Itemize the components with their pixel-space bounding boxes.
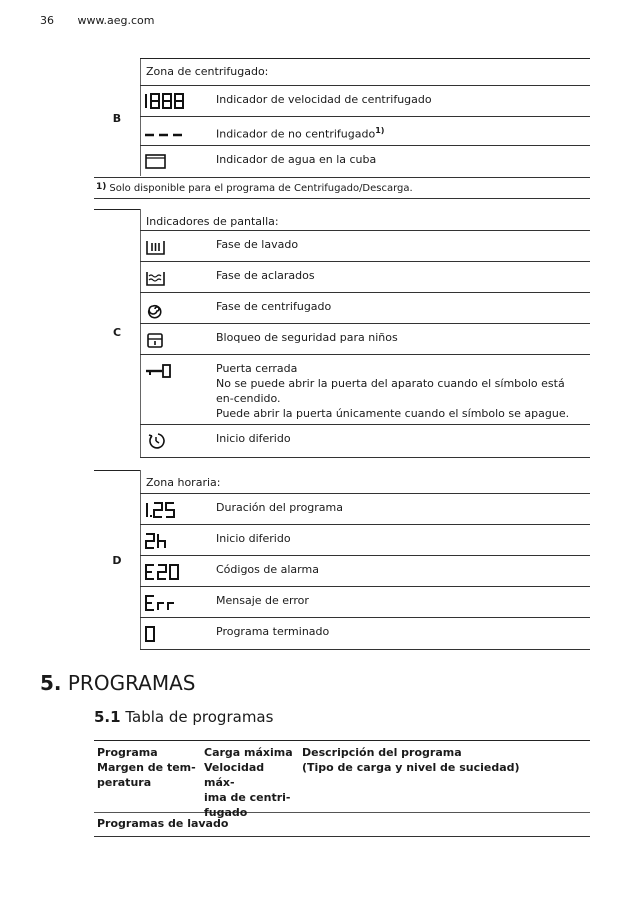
indicator-row xyxy=(140,324,590,355)
zone-title-row xyxy=(140,58,590,86)
header-line: ima de centri- xyxy=(204,791,291,804)
program-table xyxy=(94,740,590,837)
indicator-row xyxy=(140,86,590,117)
e20-display-icon xyxy=(144,562,204,580)
indicator-text: Indicador de agua en la cuba xyxy=(216,153,377,166)
indicator-text: Indicador de velocidad de centrifugado xyxy=(216,93,432,106)
section-letter-d: D xyxy=(112,554,122,567)
time-text: Códigos de alarma xyxy=(216,563,319,576)
website-link[interactable]: www.aeg.com xyxy=(77,14,155,27)
time-text: Duración del programa xyxy=(216,501,344,514)
footnote-ref: 1) xyxy=(375,126,385,135)
time-row xyxy=(140,525,590,556)
indicator-row xyxy=(140,231,590,262)
subsection-title: Tabla de programas xyxy=(125,708,274,726)
time-row xyxy=(140,618,590,650)
time-row xyxy=(140,556,590,587)
indicator-row xyxy=(140,293,590,324)
zone-title-row xyxy=(140,470,590,494)
footnote-text: Solo disponible para el programa de Centrifugado/Descarga. xyxy=(109,183,413,194)
header-line: Programa xyxy=(97,746,158,759)
header-col-load xyxy=(204,745,294,820)
indicator-text xyxy=(216,361,584,421)
indicator-line: Puerta cerrada xyxy=(216,362,298,375)
section-letter-b: B xyxy=(112,112,122,125)
subsection-heading xyxy=(94,708,273,726)
water-in-drum-icon xyxy=(144,152,204,170)
zone-title: Indicadores de pantalla: xyxy=(146,215,279,228)
indicator-row xyxy=(140,117,590,146)
zero-display-icon xyxy=(144,624,204,642)
1888-display-icon xyxy=(144,92,204,110)
header-line: fugado xyxy=(204,806,248,819)
subsection-number: 5.1 xyxy=(94,708,121,726)
header-line: Descripción del programa xyxy=(302,746,462,759)
header-col-description xyxy=(302,745,587,775)
indicator-line: No se puede abrir la puerta del aparato cuando el símbolo está en-cendido. xyxy=(216,377,565,405)
zone-title: Zona horaria: xyxy=(146,476,221,489)
section-letter-c: C xyxy=(112,326,122,339)
indicator-text: Fase de lavado xyxy=(216,238,299,251)
section-rule xyxy=(94,470,140,471)
zone-title: Zona de centrifugado: xyxy=(146,65,269,78)
header-line: Margen de tem- xyxy=(97,761,196,774)
page-number: 36 xyxy=(40,14,54,27)
time-row xyxy=(140,587,590,618)
header-line: peratura xyxy=(97,776,152,789)
zone-title-row xyxy=(140,209,590,231)
chapter-title: PROGRAMAS xyxy=(67,671,196,695)
chapter-number: 5. xyxy=(40,671,62,695)
delay-start-icon xyxy=(144,431,204,449)
header-line: Velocidad máx- xyxy=(204,761,265,789)
section-rule xyxy=(94,209,140,210)
125-display-icon xyxy=(144,500,204,518)
indicator-row xyxy=(140,425,590,458)
footnote-mark: 1) xyxy=(96,182,107,192)
indicator-text: Fase de centrifugado xyxy=(216,300,332,313)
time-text: Mensaje de error xyxy=(216,594,309,607)
table-group-row: Programas de lavado xyxy=(94,813,590,837)
indicator-text xyxy=(216,123,584,142)
footnote xyxy=(94,177,590,199)
time-row xyxy=(140,494,590,525)
section-c xyxy=(94,209,590,458)
section-d xyxy=(94,470,590,650)
header-col-program xyxy=(97,745,197,790)
time-text: Programa terminado xyxy=(216,625,330,638)
indicator-text: Inicio diferido xyxy=(216,432,291,445)
header-line: Carga máxima xyxy=(204,746,293,759)
indicator-text: Fase de aclarados xyxy=(216,269,315,282)
section-b xyxy=(94,58,590,176)
time-text: Inicio diferido xyxy=(216,532,291,545)
table-header-row xyxy=(94,741,590,819)
2h-display-icon xyxy=(144,531,204,549)
indicator-label: Indicador de no centrifugado xyxy=(216,127,376,141)
header-line: (Tipo de carga y nivel de suciedad) xyxy=(302,761,520,774)
indicator-row xyxy=(140,146,590,176)
spin-phase-icon xyxy=(144,299,204,317)
indicator-row xyxy=(140,355,590,425)
err-display-icon xyxy=(144,593,204,611)
indicator-text: Bloqueo de seguridad para niños xyxy=(216,331,398,344)
dashes-display-icon xyxy=(144,123,204,141)
indicator-row xyxy=(140,262,590,293)
indicator-line: Puede abrir la puerta únicamente cuando el símbolo se apague. xyxy=(216,407,570,420)
chapter-heading xyxy=(40,671,195,695)
door-locked-icon xyxy=(144,361,204,379)
rinse-phase-icon xyxy=(144,268,204,286)
wash-phase-icon xyxy=(144,237,204,255)
page-header xyxy=(40,14,154,27)
child-lock-icon xyxy=(144,330,204,348)
